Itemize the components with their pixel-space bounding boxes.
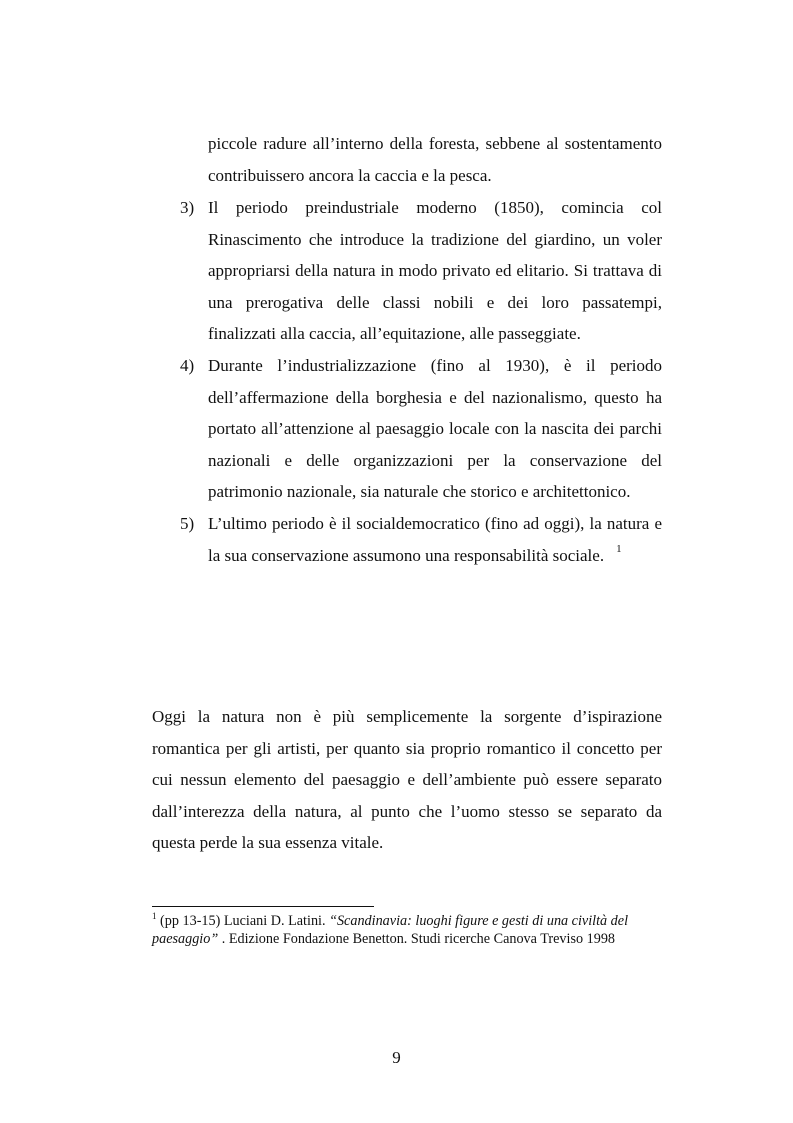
continuation-paragraph: piccole radure all’interno della foresta, sebbene al sostentamento contribuissero ancora la caccia e la pesca. (208, 134, 662, 185)
footnote-separator (152, 906, 374, 907)
list-item-number: 5) (180, 513, 195, 533)
list-item (162, 192, 662, 350)
footnote-citation-suffix: . Edizione Fondazione Benetton. Studi ricerche Canova Treviso 1998 (218, 931, 616, 947)
footnote-book-title: “Scandinavia: luoghi figure e gesti di una civiltà del paesaggio” (152, 913, 629, 947)
list-item-text: Durante l’industrializzazione (fino al 1930), è il periodo dell’affermazione della borghesia e del nazionalismo, questo ha portato all’attenzione al paesaggio locale con la nascita dei parchi nazionali e delle organizzazioni per la conservazione del patrimonio nazionale, sia naturale che storico e architettonico. (208, 355, 662, 502)
footnote (152, 913, 662, 948)
list-item-text: L’ultimo periodo è il socialdemocratico (fino ad oggi), la natura e la sua conservazione assumono una responsabilità sociale. (208, 513, 662, 565)
page-number: 9 (392, 1048, 401, 1067)
list-item-text: Il periodo preindustriale moderno (1850), comincia col Rinascimento che introduce la tradizione del giardino, un voler appropriarsi della natura in modo privato ed elitario. Si trattava di una prerogativa delle classi nobili e dei loro passatempi, finalizzati alla caccia, all’equitazione, alle passeggiate. (208, 198, 662, 344)
list-item-number: 3) (180, 198, 195, 217)
list-item (162, 350, 662, 508)
list-item (162, 508, 662, 574)
footnote-marker: 1 (152, 911, 157, 921)
footnote-citation-prefix: (pp 13-15) Luciani D. Latini. (156, 913, 330, 929)
footnote-reference[interactable]: 1 (616, 542, 622, 555)
body-paragraph: Oggi la natura non è più semplicemente la sorgente d’ispirazione romantica per gli artisti, per quanto sia proprio romantico il concetto per cui nessun elemento del paesaggio e dell’ambiente può essere separato dall’interezza della natura, al punto che l’uomo stesso se separato da questa perde la sua essenza vitale. (152, 707, 662, 853)
period-list (162, 192, 662, 574)
list-item-number: 4) (180, 355, 195, 375)
